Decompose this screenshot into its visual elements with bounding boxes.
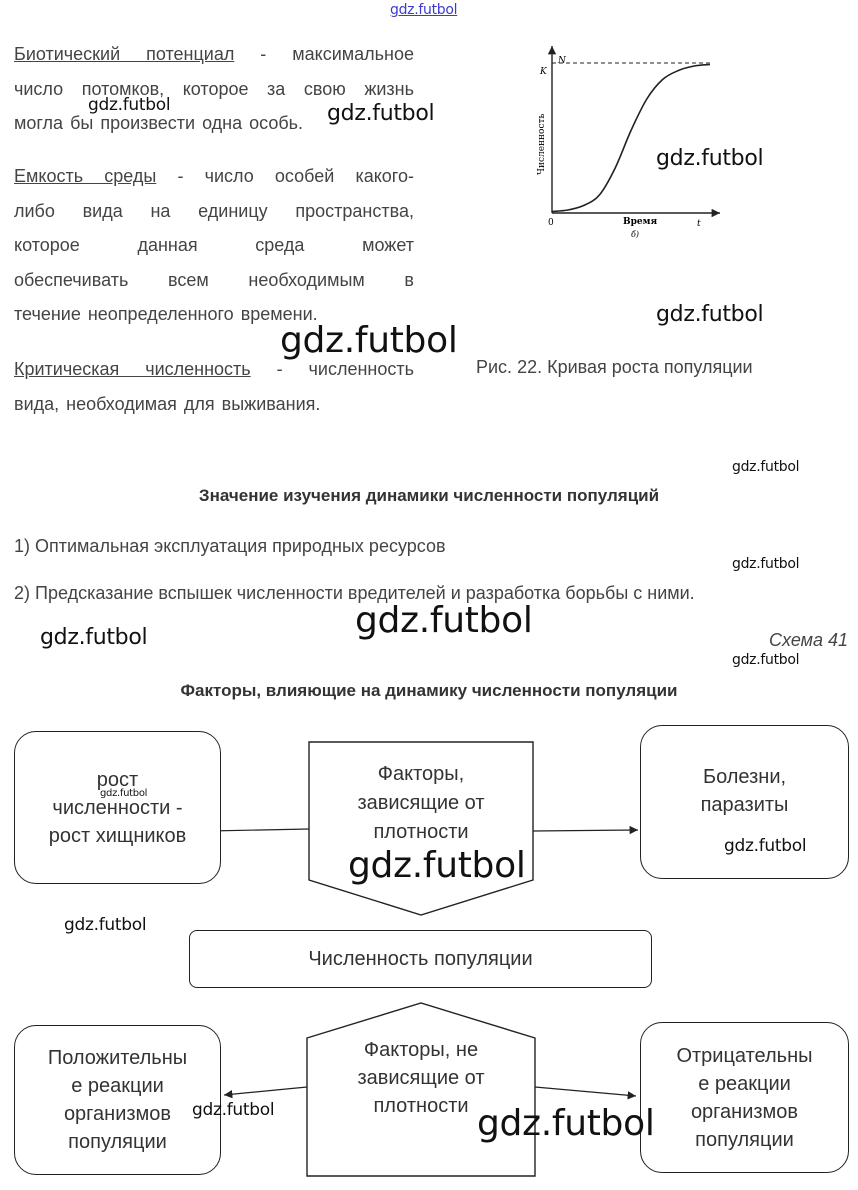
arrow-left-bottom: [224, 1087, 307, 1095]
box-text: популяции: [68, 1131, 167, 1153]
capacity-label: K: [540, 67, 547, 77]
definition-carrying-capacity: [14, 159, 414, 332]
watermark: gdz.futbol: [348, 845, 526, 886]
growth-curve-line: [552, 65, 710, 212]
box-text: Факторы,: [377, 763, 465, 785]
box-text: численности -: [52, 796, 183, 819]
scheme-title: Факторы, влияющие на динамику численности популяции: [180, 681, 678, 700]
watermark: gdz.futbol: [100, 788, 148, 799]
definition-text: вида, необходимая для выживания.: [14, 393, 321, 414]
watermark: gdz.futbol: [732, 459, 800, 475]
watermark: gdz.futbol: [732, 556, 800, 572]
y-axis-symbol: N: [558, 56, 566, 66]
growth-curve-chart: [520, 40, 730, 245]
watermark: gdz.futbol: [88, 95, 171, 115]
watermark: gdz.futbol: [656, 146, 764, 171]
definition-text: - максимальное: [234, 44, 414, 64]
x-axis-symbol: t: [697, 219, 701, 229]
arrow-right-bottom: [535, 1087, 636, 1096]
box-predators: [14, 731, 221, 884]
watermark: gdz.futbol: [724, 836, 807, 856]
watermark: gdz.futbol: [280, 320, 458, 361]
box-text: рост: [96, 768, 139, 791]
box-text: Факторы, не: [363, 1039, 479, 1061]
watermark: gdz.futbol: [477, 1103, 655, 1144]
box-population-size: [189, 930, 652, 988]
watermark: gdz.futbol: [64, 915, 147, 935]
watermark: gdz.futbol: [355, 600, 533, 641]
factors-density-dependent: [309, 760, 533, 847]
box-text: Болезни,: [702, 766, 787, 788]
definition-text: могла бы произвести одна особь.: [14, 113, 304, 133]
watermark-top[interactable]: gdz.futbol: [390, 2, 458, 18]
origin-label: 0: [548, 218, 554, 228]
definition-text: течение неопределенного времени.: [14, 304, 318, 324]
arrow-right-top: [533, 830, 638, 831]
box-text: плотности: [373, 1095, 469, 1117]
box-text: плотности: [373, 821, 469, 843]
definition-text: либо вида на единицу пространства,: [14, 200, 414, 221]
term-carrying-capacity: Емкость среды: [14, 166, 157, 186]
watermark: gdz.futbol: [40, 625, 148, 650]
box-text: организмов: [690, 1100, 799, 1123]
box-text: организмов: [63, 1103, 172, 1125]
section-title: Значение изучения динамики численности популяций: [198, 486, 660, 505]
definition-text: число потомков, которое за свою жизнь: [14, 78, 414, 99]
scheme-label: Схема 41: [769, 630, 848, 650]
watermark: gdz.futbol: [656, 302, 764, 327]
list-item: 2) Предсказание вспышек численности вредителей и разработка борьбы с ними.: [14, 583, 695, 603]
definition-critical-number: [14, 352, 414, 421]
box-text: е реакции: [698, 1072, 791, 1095]
box-negative-reactions: [640, 1022, 849, 1173]
figure-caption: Рис. 22. Кривая роста популяции: [476, 357, 753, 377]
box-text: рост хищников: [48, 824, 187, 847]
box-text: Численность популяции: [308, 948, 533, 970]
watermark: gdz.futbol: [732, 652, 800, 668]
definition-text: обеспечивать всем необходимым в: [14, 269, 414, 290]
definition-text: которое данная среда может: [14, 235, 414, 255]
term-biotic-potential: Биотический потенциал: [14, 44, 235, 64]
box-text: паразиты: [700, 794, 789, 816]
box-text: Положительны: [47, 1047, 188, 1069]
box-text: популяции: [695, 1128, 794, 1151]
subfigure-label: б): [631, 230, 640, 239]
watermark: gdz.futbol: [327, 101, 435, 126]
arrow-left-top: [209, 829, 309, 831]
list-item: 1) Оптимальная эксплуатация природных ресурсов: [14, 536, 446, 556]
term-critical-number: Критическая численность: [14, 359, 251, 379]
definition-text: - число особей какого-: [156, 166, 414, 186]
watermark: gdz.futbol: [192, 1100, 275, 1120]
box-text: зависящие от: [357, 792, 485, 814]
x-axis-label: Время: [623, 217, 658, 227]
box-positive-reactions: [14, 1025, 221, 1175]
box-text: зависящие от: [357, 1067, 485, 1089]
definition-text: - численность: [250, 359, 414, 379]
y-axis-label: Численность: [537, 113, 547, 175]
box-text: е реакции: [71, 1075, 164, 1097]
box-text: Отрицательны: [676, 1044, 813, 1067]
